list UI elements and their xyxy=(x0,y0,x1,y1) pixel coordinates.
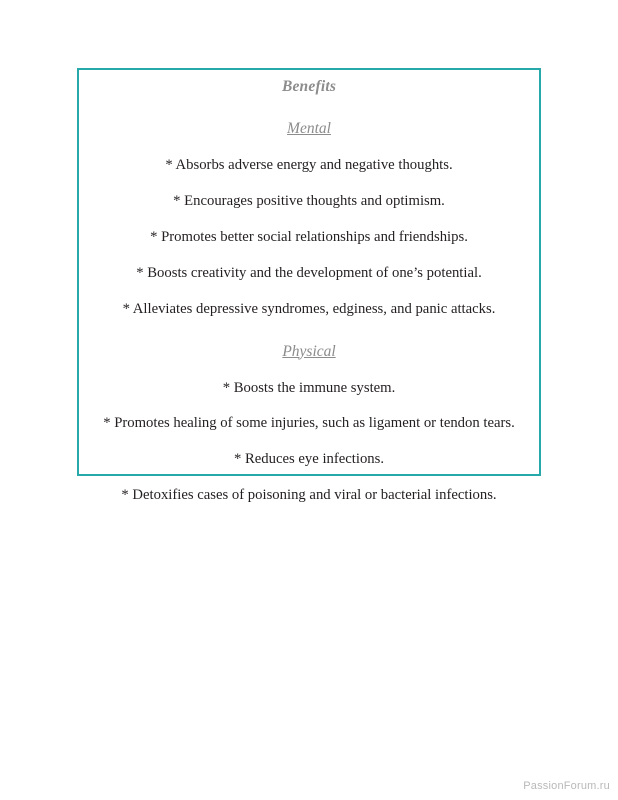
list-item: * Encourages positive thoughts and optimism. xyxy=(173,192,445,209)
list-item: * Boosts the immune system. xyxy=(222,379,396,396)
list-item: * Reduces eye infections. xyxy=(233,451,385,468)
section-heading-physical: Physical xyxy=(282,342,336,360)
list-item: * Boosts creativity and the development of one’s potential. xyxy=(136,264,482,281)
section-heading-mental: Mental xyxy=(287,120,331,137)
list-item: * Promotes healing of some injuries, such as ligament or tendon tears. xyxy=(103,415,515,432)
page-title: Benefits xyxy=(281,78,337,95)
list-item: * Alleviates depressive syndromes, edginess, and panic attacks. xyxy=(122,300,496,317)
list-item: * Absorbs adverse energy and negative thoughts. xyxy=(165,157,453,173)
benefits-panel xyxy=(77,68,541,504)
list-item: * Promotes better social relationships and friendships. xyxy=(150,228,468,245)
watermark-label: PassionForum.ru xyxy=(523,780,610,792)
list-item: * Detoxifies cases of poisoning and viral or bacterial infections. xyxy=(121,487,497,504)
